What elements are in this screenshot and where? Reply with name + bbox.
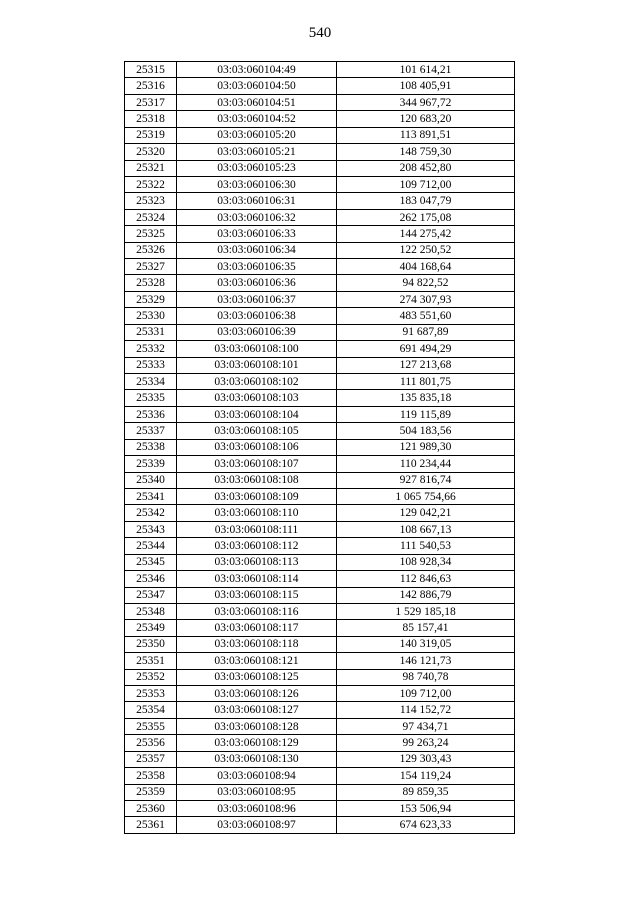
table-row bbox=[125, 653, 515, 669]
value-cell: 114 152,72 bbox=[337, 702, 515, 718]
table-row bbox=[125, 259, 515, 275]
table-row bbox=[125, 768, 515, 784]
cadastral-number-cell: 03:03:060108:95 bbox=[177, 784, 337, 800]
row-number-cell: 25319 bbox=[125, 127, 177, 143]
value-cell: 111 540,53 bbox=[337, 538, 515, 554]
value-cell: 111 801,75 bbox=[337, 374, 515, 390]
cadastral-number-cell: 03:03:060108:114 bbox=[177, 571, 337, 587]
value-cell: 142 886,79 bbox=[337, 587, 515, 603]
cadastral-number-cell: 03:03:060108:96 bbox=[177, 800, 337, 816]
cadastral-number-cell: 03:03:060105:20 bbox=[177, 127, 337, 143]
cadastral-number-cell: 03:03:060108:128 bbox=[177, 718, 337, 734]
cadastral-number-cell: 03:03:060108:94 bbox=[177, 768, 337, 784]
cadastral-number-cell: 03:03:060108:125 bbox=[177, 669, 337, 685]
row-number-cell: 25357 bbox=[125, 751, 177, 767]
row-number-cell: 25358 bbox=[125, 768, 177, 784]
row-number-cell: 25322 bbox=[125, 176, 177, 192]
row-number-cell: 25333 bbox=[125, 357, 177, 373]
table-row bbox=[125, 160, 515, 176]
value-cell: 135 835,18 bbox=[337, 390, 515, 406]
table-row bbox=[125, 374, 515, 390]
table-row bbox=[125, 308, 515, 324]
value-cell: 112 846,63 bbox=[337, 571, 515, 587]
table-row bbox=[125, 800, 515, 816]
table-row bbox=[125, 505, 515, 521]
row-number-cell: 25325 bbox=[125, 226, 177, 242]
row-number-cell: 25320 bbox=[125, 144, 177, 160]
table-row bbox=[125, 751, 515, 767]
table-row bbox=[125, 226, 515, 242]
value-cell: 99 263,24 bbox=[337, 735, 515, 751]
cadastral-number-cell: 03:03:060108:115 bbox=[177, 587, 337, 603]
table-row bbox=[125, 571, 515, 587]
table-row bbox=[125, 127, 515, 143]
value-cell: 98 740,78 bbox=[337, 669, 515, 685]
cadastral-number-cell: 03:03:060108:103 bbox=[177, 390, 337, 406]
table-row bbox=[125, 488, 515, 504]
table-row bbox=[125, 538, 515, 554]
row-number-cell: 25360 bbox=[125, 800, 177, 816]
row-number-cell: 25351 bbox=[125, 653, 177, 669]
table-row bbox=[125, 406, 515, 422]
value-cell: 127 213,68 bbox=[337, 357, 515, 373]
row-number-cell: 25326 bbox=[125, 242, 177, 258]
value-cell: 91 687,89 bbox=[337, 324, 515, 340]
row-number-cell: 25337 bbox=[125, 423, 177, 439]
cadastral-number-cell: 03:03:060106:31 bbox=[177, 193, 337, 209]
value-cell: 109 712,00 bbox=[337, 176, 515, 192]
value-cell: 1 065 754,66 bbox=[337, 488, 515, 504]
cadastral-number-cell: 03:03:060106:35 bbox=[177, 259, 337, 275]
cadastral-number-cell: 03:03:060106:34 bbox=[177, 242, 337, 258]
table-row bbox=[125, 735, 515, 751]
row-number-cell: 25340 bbox=[125, 472, 177, 488]
table-row bbox=[125, 357, 515, 373]
value-cell: 108 928,34 bbox=[337, 554, 515, 570]
row-number-cell: 25339 bbox=[125, 456, 177, 472]
value-cell: 344 967,72 bbox=[337, 94, 515, 110]
table-row bbox=[125, 603, 515, 619]
row-number-cell: 25327 bbox=[125, 259, 177, 275]
table-row bbox=[125, 718, 515, 734]
cadastral-number-cell: 03:03:060108:101 bbox=[177, 357, 337, 373]
row-number-cell: 25356 bbox=[125, 735, 177, 751]
value-cell: 121 989,30 bbox=[337, 439, 515, 455]
row-number-cell: 25343 bbox=[125, 521, 177, 537]
value-cell: 101 614,21 bbox=[337, 62, 515, 78]
cadastral-number-cell: 03:03:060108:107 bbox=[177, 456, 337, 472]
table-row bbox=[125, 324, 515, 340]
row-number-cell: 25335 bbox=[125, 390, 177, 406]
row-number-cell: 25342 bbox=[125, 505, 177, 521]
row-number-cell: 25344 bbox=[125, 538, 177, 554]
value-cell: 129 303,43 bbox=[337, 751, 515, 767]
cadastral-number-cell: 03:03:060106:38 bbox=[177, 308, 337, 324]
value-cell: 691 494,29 bbox=[337, 341, 515, 357]
row-number-cell: 25361 bbox=[125, 817, 177, 833]
row-number-cell: 25323 bbox=[125, 193, 177, 209]
cadastral-number-cell: 03:03:060108:116 bbox=[177, 603, 337, 619]
cadastral-number-cell: 03:03:060106:36 bbox=[177, 275, 337, 291]
cadastral-number-cell: 03:03:060105:21 bbox=[177, 144, 337, 160]
row-number-cell: 25329 bbox=[125, 291, 177, 307]
cadastral-number-cell: 03:03:060108:102 bbox=[177, 374, 337, 390]
table-row bbox=[125, 144, 515, 160]
value-cell: 140 319,05 bbox=[337, 636, 515, 652]
row-number-cell: 25348 bbox=[125, 603, 177, 619]
table-row bbox=[125, 209, 515, 225]
cadastral-number-cell: 03:03:060108:100 bbox=[177, 341, 337, 357]
table-row bbox=[125, 669, 515, 685]
row-number-cell: 25317 bbox=[125, 94, 177, 110]
cadastral-number-cell: 03:03:060108:112 bbox=[177, 538, 337, 554]
row-number-cell: 25334 bbox=[125, 374, 177, 390]
value-cell: 404 168,64 bbox=[337, 259, 515, 275]
cadastral-number-cell: 03:03:060104:50 bbox=[177, 78, 337, 94]
table-row bbox=[125, 620, 515, 636]
row-number-cell: 25321 bbox=[125, 160, 177, 176]
cadastral-number-cell: 03:03:060108:126 bbox=[177, 686, 337, 702]
row-number-cell: 25355 bbox=[125, 718, 177, 734]
value-cell: 483 551,60 bbox=[337, 308, 515, 324]
cadastral-number-cell: 03:03:060106:37 bbox=[177, 291, 337, 307]
value-cell: 89 859,35 bbox=[337, 784, 515, 800]
value-cell: 674 623,33 bbox=[337, 817, 515, 833]
table-row bbox=[125, 111, 515, 127]
value-cell: 85 157,41 bbox=[337, 620, 515, 636]
row-number-cell: 25332 bbox=[125, 341, 177, 357]
value-cell: 153 506,94 bbox=[337, 800, 515, 816]
table-row bbox=[125, 193, 515, 209]
table-row bbox=[125, 423, 515, 439]
row-number-cell: 25315 bbox=[125, 62, 177, 78]
cadastral-number-cell: 03:03:060108:130 bbox=[177, 751, 337, 767]
value-cell: 274 307,93 bbox=[337, 291, 515, 307]
cadastral-number-cell: 03:03:060108:118 bbox=[177, 636, 337, 652]
row-number-cell: 25336 bbox=[125, 406, 177, 422]
cadastral-number-cell: 03:03:060108:127 bbox=[177, 702, 337, 718]
value-cell: 927 816,74 bbox=[337, 472, 515, 488]
value-cell: 1 529 185,18 bbox=[337, 603, 515, 619]
value-cell: 122 250,52 bbox=[337, 242, 515, 258]
cadastral-number-cell: 03:03:060108:108 bbox=[177, 472, 337, 488]
row-number-cell: 25359 bbox=[125, 784, 177, 800]
row-number-cell: 25345 bbox=[125, 554, 177, 570]
cadastral-number-cell: 03:03:060108:109 bbox=[177, 488, 337, 504]
table-row bbox=[125, 554, 515, 570]
table-row bbox=[125, 176, 515, 192]
row-number-cell: 25318 bbox=[125, 111, 177, 127]
table-row bbox=[125, 78, 515, 94]
cadastral-number-cell: 03:03:060106:33 bbox=[177, 226, 337, 242]
table-row bbox=[125, 521, 515, 537]
value-cell: 109 712,00 bbox=[337, 686, 515, 702]
table-row bbox=[125, 390, 515, 406]
row-number-cell: 25353 bbox=[125, 686, 177, 702]
table-row bbox=[125, 702, 515, 718]
cadastral-number-cell: 03:03:060108:104 bbox=[177, 406, 337, 422]
cadastral-number-cell: 03:03:060108:117 bbox=[177, 620, 337, 636]
value-cell: 110 234,44 bbox=[337, 456, 515, 472]
table-row bbox=[125, 636, 515, 652]
row-number-cell: 25352 bbox=[125, 669, 177, 685]
value-cell: 183 047,79 bbox=[337, 193, 515, 209]
cadastral-number-cell: 03:03:060106:30 bbox=[177, 176, 337, 192]
value-cell: 146 121,73 bbox=[337, 653, 515, 669]
registry-table bbox=[124, 61, 515, 834]
value-cell: 119 115,89 bbox=[337, 406, 515, 422]
table-row bbox=[125, 456, 515, 472]
value-cell: 129 042,21 bbox=[337, 505, 515, 521]
row-number-cell: 25347 bbox=[125, 587, 177, 603]
row-number-cell: 25324 bbox=[125, 209, 177, 225]
value-cell: 262 175,08 bbox=[337, 209, 515, 225]
cadastral-number-cell: 03:03:060104:51 bbox=[177, 94, 337, 110]
row-number-cell: 25316 bbox=[125, 78, 177, 94]
table-row bbox=[125, 341, 515, 357]
cadastral-number-cell: 03:03:060105:23 bbox=[177, 160, 337, 176]
table-row bbox=[125, 686, 515, 702]
value-cell: 94 822,52 bbox=[337, 275, 515, 291]
table-row bbox=[125, 439, 515, 455]
row-number-cell: 25331 bbox=[125, 324, 177, 340]
row-number-cell: 25354 bbox=[125, 702, 177, 718]
value-cell: 108 667,13 bbox=[337, 521, 515, 537]
value-cell: 97 434,71 bbox=[337, 718, 515, 734]
value-cell: 504 183,56 bbox=[337, 423, 515, 439]
table-row bbox=[125, 472, 515, 488]
table-row bbox=[125, 817, 515, 833]
value-cell: 113 891,51 bbox=[337, 127, 515, 143]
value-cell: 108 405,91 bbox=[337, 78, 515, 94]
cadastral-number-cell: 03:03:060108:111 bbox=[177, 521, 337, 537]
cadastral-number-cell: 03:03:060108:121 bbox=[177, 653, 337, 669]
row-number-cell: 25346 bbox=[125, 571, 177, 587]
row-number-cell: 25338 bbox=[125, 439, 177, 455]
cadastral-number-cell: 03:03:060104:52 bbox=[177, 111, 337, 127]
table-row bbox=[125, 587, 515, 603]
cadastral-number-cell: 03:03:060108:106 bbox=[177, 439, 337, 455]
cadastral-number-cell: 03:03:060106:39 bbox=[177, 324, 337, 340]
value-cell: 208 452,80 bbox=[337, 160, 515, 176]
row-number-cell: 25349 bbox=[125, 620, 177, 636]
table-row bbox=[125, 784, 515, 800]
table-row bbox=[125, 275, 515, 291]
cadastral-number-cell: 03:03:060106:32 bbox=[177, 209, 337, 225]
page-number: 540 bbox=[308, 25, 332, 41]
cadastral-number-cell: 03:03:060108:113 bbox=[177, 554, 337, 570]
table-row bbox=[125, 62, 515, 78]
row-number-cell: 25350 bbox=[125, 636, 177, 652]
row-number-cell: 25341 bbox=[125, 488, 177, 504]
value-cell: 120 683,20 bbox=[337, 111, 515, 127]
registry-table-body bbox=[125, 62, 515, 834]
row-number-cell: 25330 bbox=[125, 308, 177, 324]
value-cell: 148 759,30 bbox=[337, 144, 515, 160]
value-cell: 154 119,24 bbox=[337, 768, 515, 784]
row-number-cell: 25328 bbox=[125, 275, 177, 291]
cadastral-number-cell: 03:03:060108:105 bbox=[177, 423, 337, 439]
cadastral-number-cell: 03:03:060108:129 bbox=[177, 735, 337, 751]
table-row bbox=[125, 291, 515, 307]
value-cell: 144 275,42 bbox=[337, 226, 515, 242]
table-row bbox=[125, 242, 515, 258]
table-row bbox=[125, 94, 515, 110]
cadastral-number-cell: 03:03:060108:97 bbox=[177, 817, 337, 833]
cadastral-number-cell: 03:03:060108:110 bbox=[177, 505, 337, 521]
cadastral-number-cell: 03:03:060104:49 bbox=[177, 62, 337, 78]
